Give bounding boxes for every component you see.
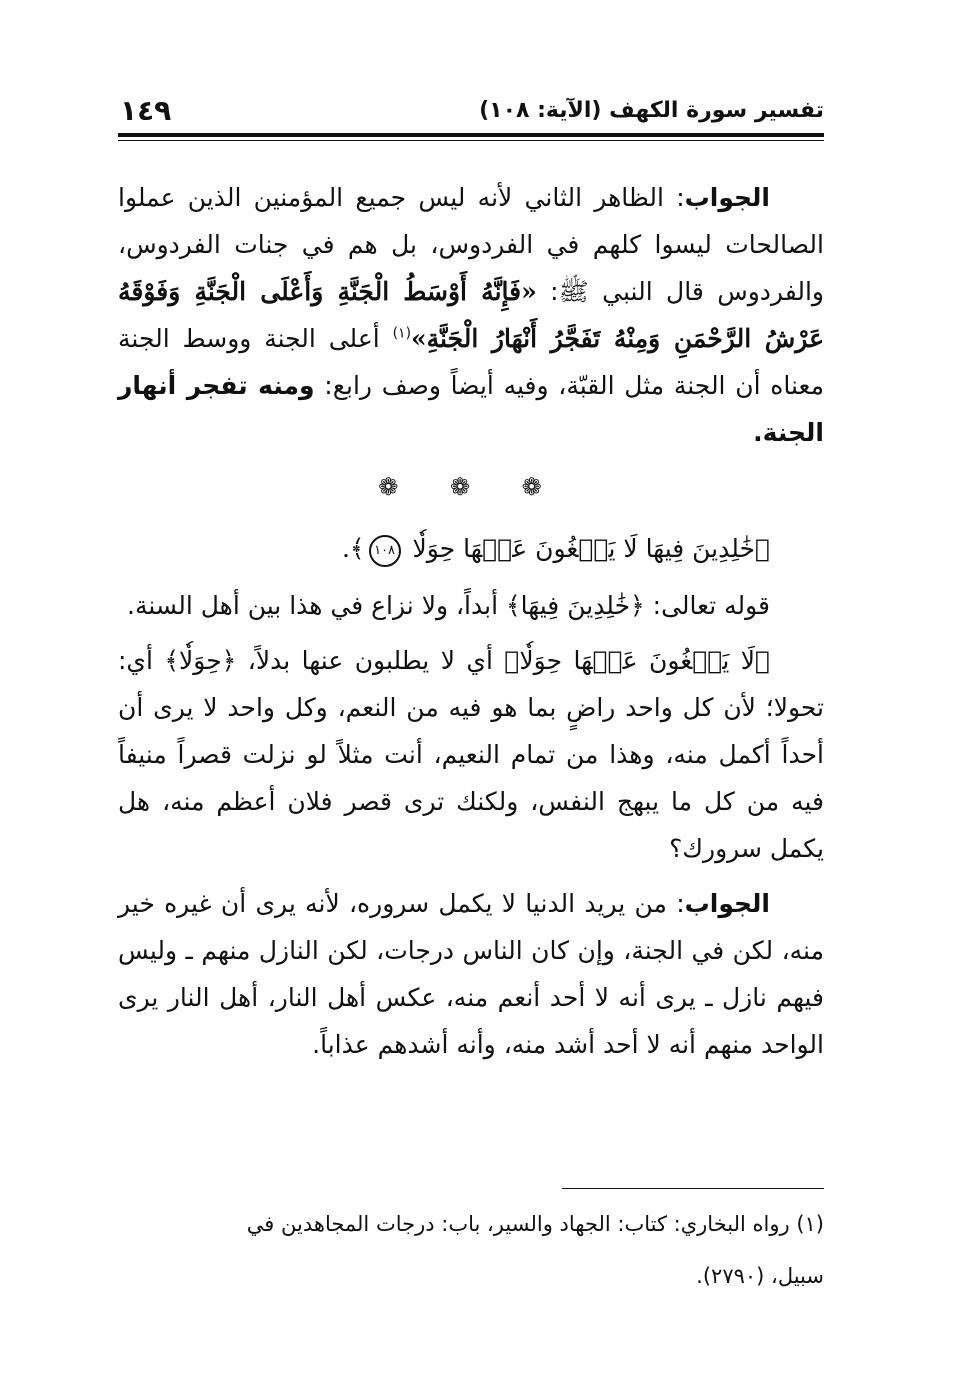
paragraph-hiwala bbox=[118, 637, 824, 872]
footnotes bbox=[118, 1198, 824, 1302]
footnote-rule bbox=[562, 1188, 824, 1189]
hiwala-text-2: أي: تحولا؛ لأن كل واحد راضٍ بما هو فيه من النعم، وكل واحد لا يرى أن أحداً أكمل منه، وهذا من تمام النعيم، أنت مثلاً لو نزلت قصراً منيفاً فيه من كل ما يبهج النفس، ولكنك ترى قصر فلان أعظم منه، هل يكمل سرورك؟ bbox=[118, 646, 824, 863]
ayah-number-marker: ١٠٨ bbox=[369, 535, 401, 567]
khalidin-rest: أبداً، ولا نزاع في هذا بين أهل السنة. bbox=[127, 591, 506, 620]
answer-bold-end: ومنه تفجر أنهار الجنة. bbox=[118, 371, 824, 447]
footnote-text-1: رواه البخاري: كتاب: الجهاد والسير، باب: درجات المجاهدين في bbox=[246, 1212, 797, 1236]
khalidin-quote: ﴿خَٰلِدِينَ فِيهَا﴾ bbox=[505, 591, 645, 620]
hiwala-text-1: أي لا يطلبون عنها بدلاً، bbox=[236, 646, 505, 675]
footnote-line-1 bbox=[118, 1198, 824, 1250]
answer-label: الجواب bbox=[684, 183, 770, 212]
answer-text-2: : من يريد الدنيا لا يكمل سروره، لأنه يرى أن غيره خير منه، لكن في الجنة، وإن كان الناس درجات، لكن النازل منهم ـ وليس فيهم نازل ـ يرى أنه لا أحد أنعم منه، عكس أهل النار، أهل النار يرى الواحد منهم أنه لا أحد أشد منه، وأنه أشدهم عذاباً. bbox=[118, 889, 824, 1059]
khalidin-intro: قوله تعالى: bbox=[644, 591, 770, 620]
footnote-marker: (١) bbox=[796, 1212, 824, 1236]
footnote-reference: (١) bbox=[392, 325, 412, 342]
footnote-1 bbox=[118, 1198, 824, 1302]
page-number: ١٤٩ bbox=[120, 94, 172, 127]
answer-label-2: الجواب bbox=[684, 889, 770, 918]
page-header bbox=[118, 88, 824, 132]
header-rule-thin bbox=[118, 140, 824, 141]
verse-line bbox=[118, 525, 824, 572]
footnote-line-2: سبيل، (٢٧٩٠). bbox=[696, 1264, 824, 1288]
answer-text-b: أعلى الجنة ووسط الجنة معناه أن الجنة مثل القبّة، وفيه أيضاً وصف رابع: bbox=[118, 324, 824, 400]
hadith-quote: «فَإِنَّهُ أَوْسَطُ الْجَنَّةِ وَأَعْلَى الْجَنَّةِ وَفَوْقَهُ عَرْشُ الرَّحْمَنِ وَمِنْهُ تَفَجَّرُ أَنْهَارُ الْجَنَّةِ» bbox=[118, 277, 824, 353]
running-title: تفسير سورة الكهف (الآية: ١٠٨) bbox=[479, 98, 824, 123]
header-rule bbox=[118, 133, 824, 137]
section-separator: ❁ ❁ ❁ bbox=[378, 473, 564, 501]
paragraph-khalidin bbox=[118, 582, 824, 629]
hiwala-quote-2: ﴿حِوَلٗا﴾ bbox=[164, 646, 237, 675]
verse-closing: ﴾. bbox=[341, 534, 365, 563]
answer-paragraph-2 bbox=[118, 880, 824, 1068]
answer-text-a: : الظاهر الثاني لأنه ليس جميع المؤمنين الذين عملوا الصالحات ليسوا كلهم في الفردوس، بل هم في جنات الفردوس، والفردوس قال النبي ﷺ: bbox=[118, 183, 824, 306]
book-page bbox=[118, 88, 824, 1308]
page-body bbox=[118, 174, 824, 1076]
hiwala-quote-1: ﴿لَا يَبۡغُونَ عَنۡهَا حِوَلٗا﴾ bbox=[504, 646, 770, 675]
verse-text: ﴿خَٰلِدِينَ فِيهَا لَا يَبۡغُونَ عَنۡهَا حِوَلٗا bbox=[412, 534, 770, 563]
answer-paragraph-1 bbox=[118, 174, 824, 456]
